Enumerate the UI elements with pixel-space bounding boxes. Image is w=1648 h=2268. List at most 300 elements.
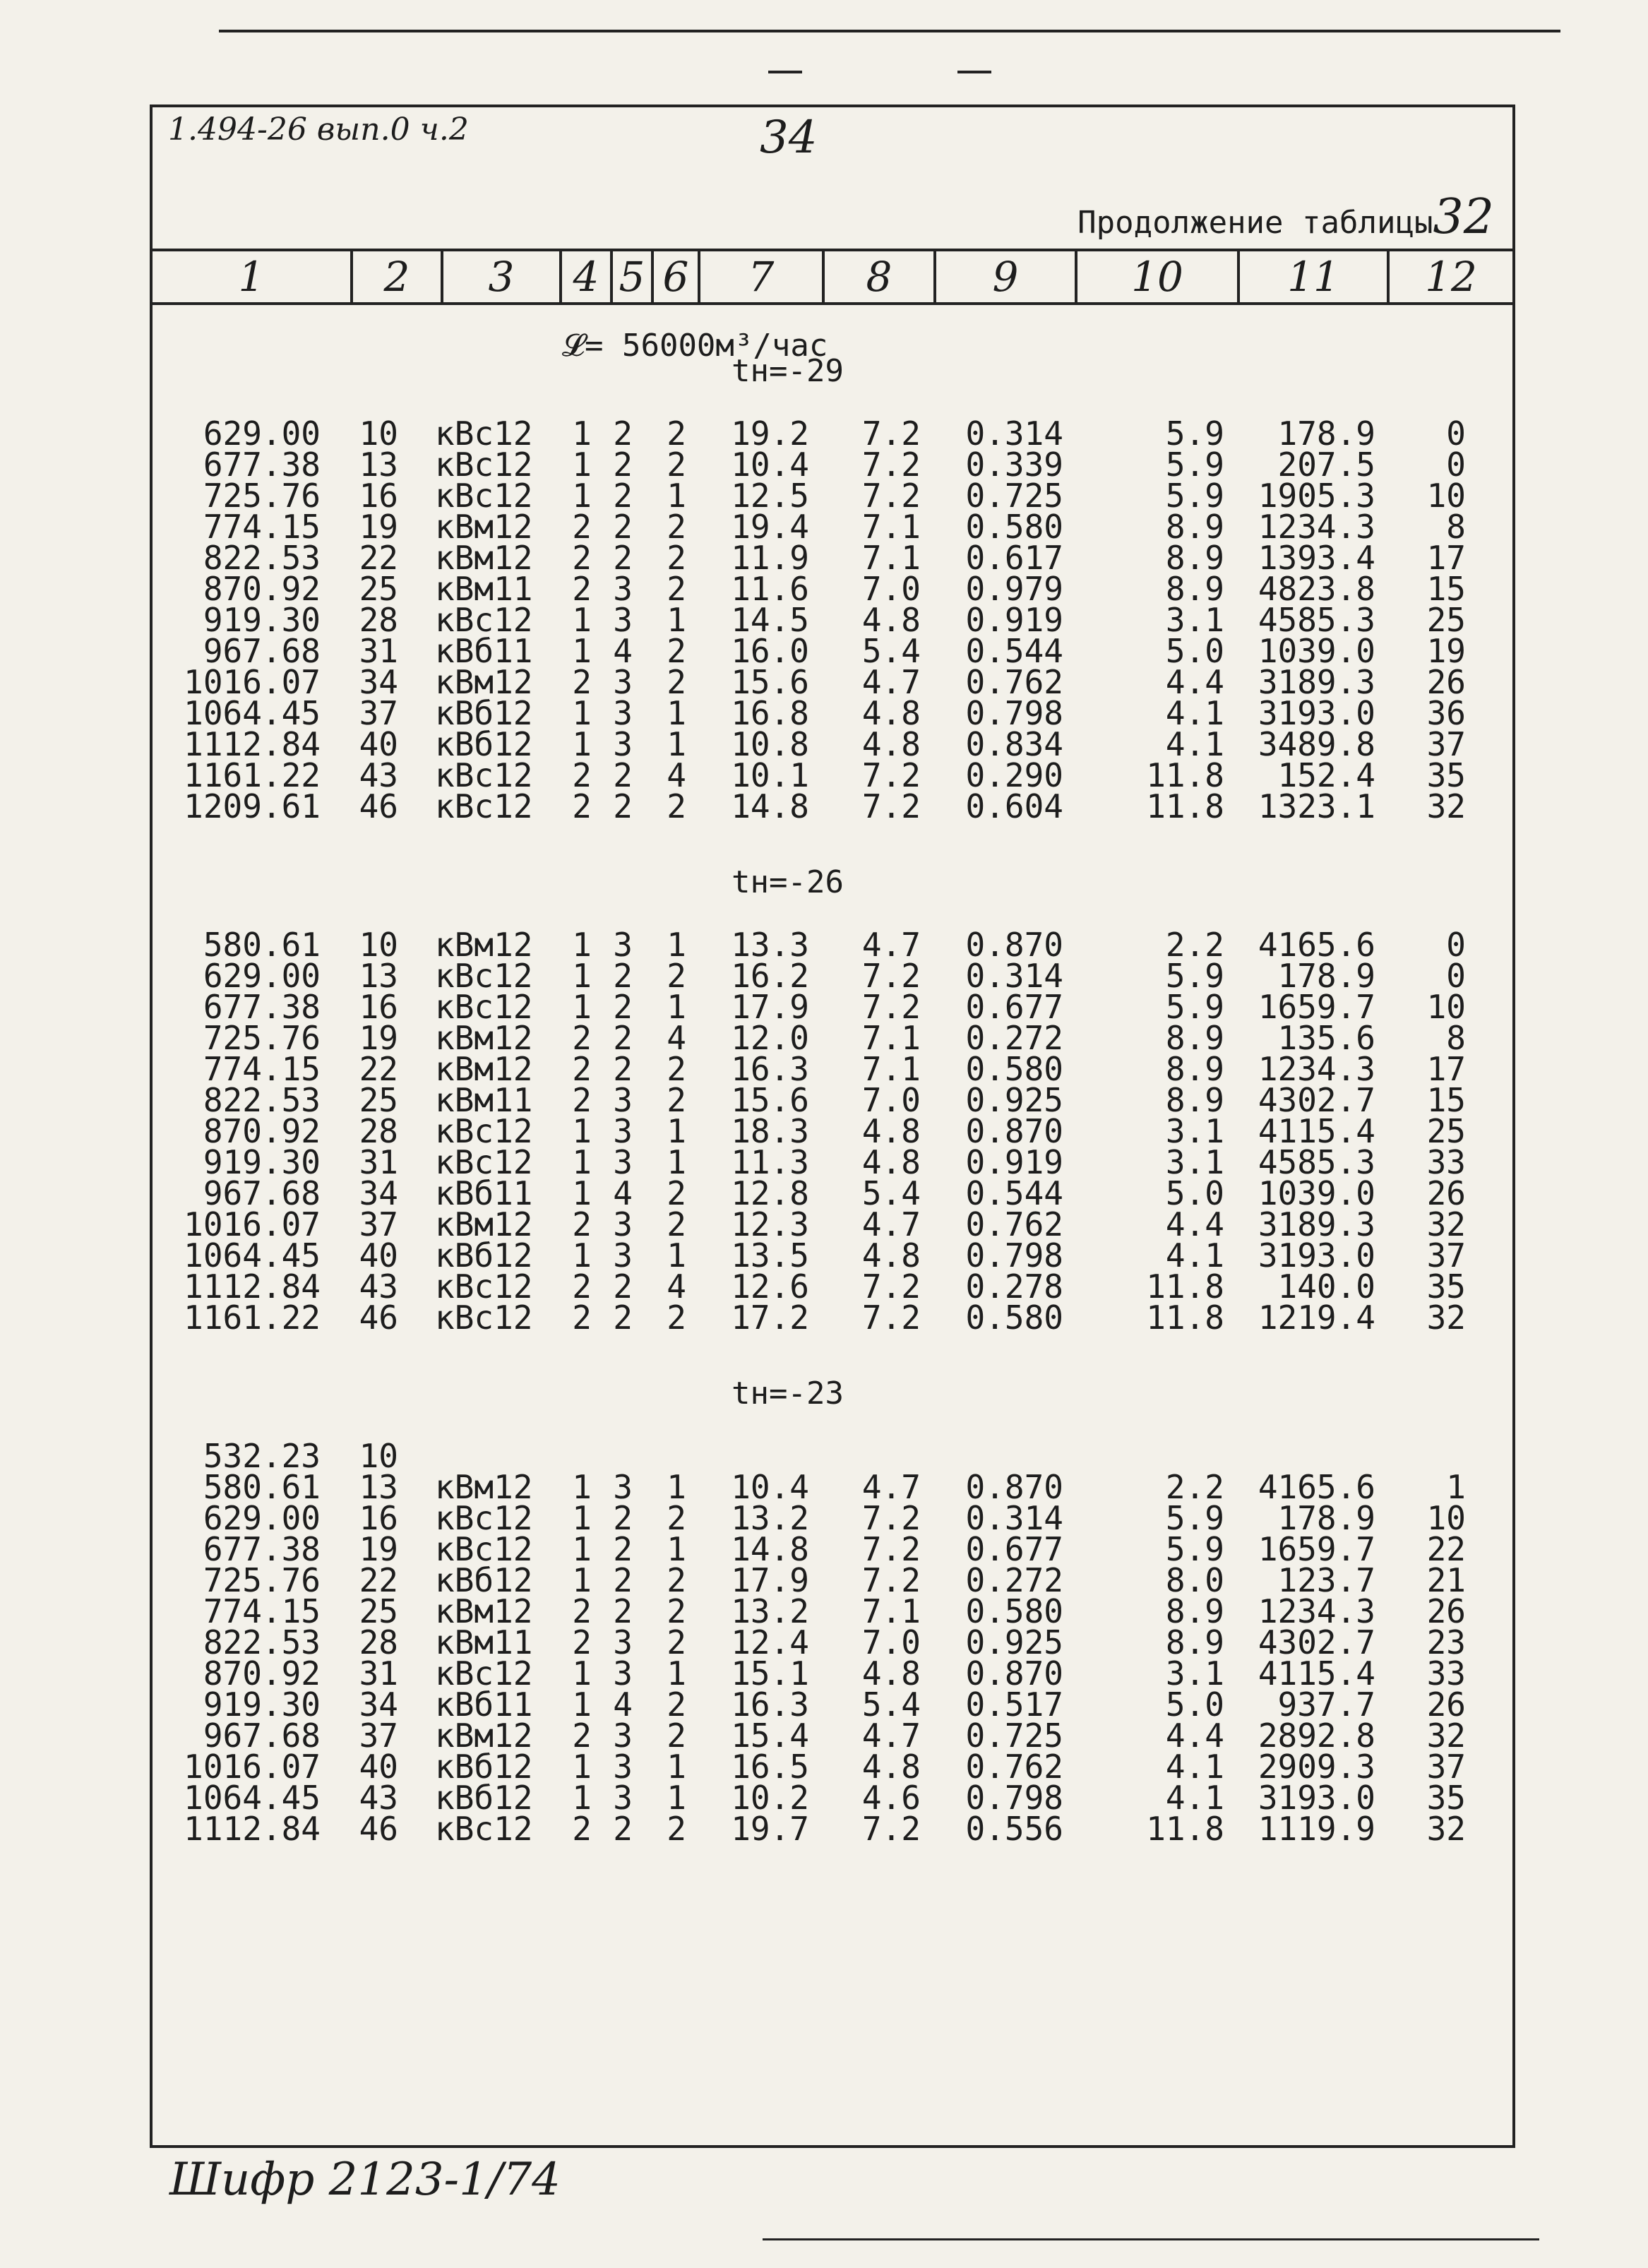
cell-c7: 11.3 bbox=[731, 1143, 809, 1181]
cell-c7: 16.0 bbox=[731, 632, 809, 670]
cell-unit-type: кВс12 bbox=[435, 1112, 533, 1150]
cell-length: 919.30 bbox=[203, 1143, 321, 1181]
table-row bbox=[153, 1081, 1512, 1119]
table-row bbox=[153, 1174, 1512, 1212]
cell-speed: 16 bbox=[359, 988, 398, 1026]
cell-length: 532.23 bbox=[203, 1437, 321, 1475]
cell-c11: 152.4 bbox=[1277, 756, 1375, 794]
cell-c8: 7.2 bbox=[861, 1561, 921, 1599]
cell-length: 1064.45 bbox=[184, 1236, 321, 1275]
cell-unit-type: кВб11 bbox=[435, 1174, 533, 1212]
cell-c11: 207.5 bbox=[1277, 446, 1375, 484]
cell-c5: 2 bbox=[613, 508, 633, 546]
cell-c9: 0.604 bbox=[965, 787, 1063, 825]
cell-c7: 11.6 bbox=[731, 570, 809, 608]
table-row bbox=[153, 1779, 1512, 1817]
table-row bbox=[153, 1437, 1512, 1475]
cell-speed: 34 bbox=[359, 1685, 398, 1724]
cell-c11: 4302.7 bbox=[1258, 1623, 1375, 1661]
cell-c5: 2 bbox=[613, 1019, 633, 1057]
section-temperature-label: tн=-26 bbox=[732, 864, 844, 900]
cell-length: 822.53 bbox=[203, 539, 321, 577]
cell-c7: 17.9 bbox=[731, 988, 809, 1026]
cell-c6: 2 bbox=[667, 1174, 686, 1212]
cell-speed: 43 bbox=[359, 1779, 398, 1817]
cell-c5: 2 bbox=[613, 1499, 633, 1537]
cell-c8: 7.0 bbox=[861, 570, 921, 608]
table-row bbox=[153, 1050, 1512, 1088]
cell-c7: 16.3 bbox=[731, 1050, 809, 1088]
cell-unit-type: кВб12 bbox=[435, 1236, 533, 1275]
continuation-text: Продолжение таблицы bbox=[1077, 205, 1433, 241]
cell-c6: 1 bbox=[667, 1530, 686, 1568]
cell-c4: 1 bbox=[572, 957, 592, 995]
cell-c11: 2909.3 bbox=[1258, 1748, 1375, 1786]
cell-c7: 10.8 bbox=[731, 725, 809, 763]
cell-c4: 1 bbox=[572, 1468, 592, 1506]
cell-c12: 26 bbox=[1426, 663, 1466, 701]
cell-c10: 2.2 bbox=[1165, 926, 1224, 964]
cell-c4: 1 bbox=[572, 1112, 592, 1150]
column-header-5: 5 bbox=[613, 251, 654, 302]
cell-unit-type: кВс12 bbox=[435, 601, 533, 639]
cell-c9: 0.725 bbox=[965, 477, 1063, 515]
cell-c12: 32 bbox=[1426, 1205, 1466, 1243]
cell-c12: 0 bbox=[1446, 957, 1466, 995]
cell-c4: 1 bbox=[572, 725, 592, 763]
cell-speed: 10 bbox=[359, 414, 398, 453]
cell-c8: 7.0 bbox=[861, 1623, 921, 1661]
cell-c9: 0.919 bbox=[965, 601, 1063, 639]
cell-c4: 2 bbox=[572, 1299, 592, 1337]
cell-c6: 1 bbox=[667, 1236, 686, 1275]
cell-c5: 2 bbox=[613, 988, 633, 1026]
cell-length: 677.38 bbox=[203, 988, 321, 1026]
cell-c10: 5.9 bbox=[1165, 477, 1224, 515]
cell-speed: 22 bbox=[359, 1050, 398, 1088]
cell-unit-type: кВс12 bbox=[435, 1299, 533, 1337]
cell-c12: 0 bbox=[1446, 414, 1466, 453]
cell-c11: 3193.0 bbox=[1258, 1779, 1375, 1817]
cell-c5: 3 bbox=[613, 926, 633, 964]
cell-c10: 4.1 bbox=[1165, 725, 1224, 763]
cell-c9: 0.979 bbox=[965, 570, 1063, 608]
cell-c6: 2 bbox=[667, 414, 686, 453]
cell-unit-type: кВм12 bbox=[435, 1592, 533, 1630]
cell-c9: 0.798 bbox=[965, 1779, 1063, 1817]
cell-speed: 16 bbox=[359, 477, 398, 515]
cell-unit-type: кВс12 bbox=[435, 1499, 533, 1537]
table-row bbox=[153, 1748, 1512, 1786]
cell-length: 1112.84 bbox=[184, 1810, 321, 1848]
cell-unit-type: кВм12 bbox=[435, 1717, 533, 1755]
cell-speed: 13 bbox=[359, 1468, 398, 1506]
cell-c8: 7.2 bbox=[861, 1267, 921, 1306]
cell-c11: 3193.0 bbox=[1258, 1236, 1375, 1275]
cell-unit-type: кВм12 bbox=[435, 926, 533, 964]
cell-c8: 4.7 bbox=[861, 926, 921, 964]
cell-length: 1064.45 bbox=[184, 694, 321, 732]
cell-c9: 0.314 bbox=[965, 957, 1063, 995]
cell-speed: 34 bbox=[359, 663, 398, 701]
cell-length: 967.68 bbox=[203, 632, 321, 670]
cell-unit-type: кВб12 bbox=[435, 694, 533, 732]
cell-length: 677.38 bbox=[203, 446, 321, 484]
cell-speed: 19 bbox=[359, 508, 398, 546]
cell-speed: 46 bbox=[359, 1299, 398, 1337]
cell-c12: 35 bbox=[1426, 1779, 1466, 1817]
cell-c6: 4 bbox=[667, 756, 686, 794]
cell-c12: 15 bbox=[1426, 1081, 1466, 1119]
cell-c9: 0.762 bbox=[965, 1205, 1063, 1243]
cell-c11: 4585.3 bbox=[1258, 1143, 1375, 1181]
table-row bbox=[153, 1236, 1512, 1275]
cell-c9: 0.870 bbox=[965, 1654, 1063, 1693]
cell-c4: 2 bbox=[572, 1019, 592, 1057]
cell-c6: 2 bbox=[667, 570, 686, 608]
cell-c4: 1 bbox=[572, 414, 592, 453]
cell-c7: 17.9 bbox=[731, 1561, 809, 1599]
table-row bbox=[153, 957, 1512, 995]
cell-unit-type: кВб12 bbox=[435, 1561, 533, 1599]
table-row bbox=[153, 1499, 1512, 1537]
cell-c6: 2 bbox=[667, 1810, 686, 1848]
cell-c9: 0.834 bbox=[965, 725, 1063, 763]
cell-unit-type: кВм11 bbox=[435, 1623, 533, 1661]
cell-c8: 7.2 bbox=[861, 1530, 921, 1568]
cell-c8: 5.4 bbox=[861, 1174, 921, 1212]
cell-c4: 1 bbox=[572, 601, 592, 639]
cell-c12: 10 bbox=[1426, 1499, 1466, 1537]
cell-c8: 5.4 bbox=[861, 1685, 921, 1724]
cell-speed: 13 bbox=[359, 446, 398, 484]
column-header-row bbox=[153, 249, 1512, 305]
cell-c9: 0.290 bbox=[965, 756, 1063, 794]
cell-c7: 10.4 bbox=[731, 1468, 809, 1506]
section-temperature-label: tн=-23 bbox=[732, 1375, 844, 1411]
cell-c6: 4 bbox=[667, 1267, 686, 1306]
cell-c10: 3.1 bbox=[1165, 1143, 1224, 1181]
cell-c10: 8.9 bbox=[1165, 539, 1224, 577]
cell-c11: 178.9 bbox=[1277, 414, 1375, 453]
cell-c4: 2 bbox=[572, 1267, 592, 1306]
cell-c12: 22 bbox=[1426, 1530, 1466, 1568]
cell-c7: 13.5 bbox=[731, 1236, 809, 1275]
cell-c9: 0.580 bbox=[965, 1050, 1063, 1088]
cell-c10: 4.1 bbox=[1165, 694, 1224, 732]
cell-speed: 37 bbox=[359, 1717, 398, 1755]
cell-length: 1112.84 bbox=[184, 725, 321, 763]
cell-unit-type: кВс12 bbox=[435, 787, 533, 825]
cell-c4: 2 bbox=[572, 1592, 592, 1630]
cell-c12: 32 bbox=[1426, 1299, 1466, 1337]
cell-unit-type: кВс12 bbox=[435, 957, 533, 995]
cell-length: 870.92 bbox=[203, 570, 321, 608]
cell-length: 774.15 bbox=[203, 508, 321, 546]
cell-c7: 16.8 bbox=[731, 694, 809, 732]
cell-c8: 4.8 bbox=[861, 725, 921, 763]
cell-length: 967.68 bbox=[203, 1717, 321, 1755]
cell-c8: 7.2 bbox=[861, 1299, 921, 1337]
cell-unit-type: кВс12 bbox=[435, 477, 533, 515]
table-row bbox=[153, 694, 1512, 732]
cell-c6: 1 bbox=[667, 926, 686, 964]
cell-speed: 13 bbox=[359, 957, 398, 995]
cell-c4: 1 bbox=[572, 1779, 592, 1817]
cell-c7: 13.2 bbox=[731, 1499, 809, 1537]
top-dash-right bbox=[957, 71, 991, 73]
cell-c7: 13.2 bbox=[731, 1592, 809, 1630]
cipher-signature: Шифр 2123-1/74 bbox=[169, 2154, 561, 2206]
cell-unit-type: кВм12 bbox=[435, 1019, 533, 1057]
cell-c8: 4.7 bbox=[861, 1717, 921, 1755]
cell-length: 919.30 bbox=[203, 1685, 321, 1724]
cell-c10: 8.9 bbox=[1165, 1050, 1224, 1088]
cell-c4: 2 bbox=[572, 1081, 592, 1119]
table-row bbox=[153, 601, 1512, 639]
cell-length: 1064.45 bbox=[184, 1779, 321, 1817]
cell-c11: 2892.8 bbox=[1258, 1717, 1375, 1755]
cell-c9: 0.762 bbox=[965, 1748, 1063, 1786]
cell-c12: 23 bbox=[1426, 1623, 1466, 1661]
cell-c9: 0.556 bbox=[965, 1810, 1063, 1848]
cell-c4: 2 bbox=[572, 1810, 592, 1848]
cell-c11: 4165.6 bbox=[1258, 1468, 1375, 1506]
cell-c6: 1 bbox=[667, 1112, 686, 1150]
cell-c8: 4.6 bbox=[861, 1779, 921, 1817]
cell-c11: 1393.4 bbox=[1258, 539, 1375, 577]
table-number: 32 bbox=[1433, 189, 1494, 245]
cell-speed: 46 bbox=[359, 787, 398, 825]
cell-c8: 4.8 bbox=[861, 1654, 921, 1693]
cell-c12: 37 bbox=[1426, 1748, 1466, 1786]
cell-c8: 7.2 bbox=[861, 756, 921, 794]
cell-unit-type: кВс12 bbox=[435, 1654, 533, 1693]
cell-length: 919.30 bbox=[203, 601, 321, 639]
cell-c7: 15.6 bbox=[731, 663, 809, 701]
cell-c7: 19.4 bbox=[731, 508, 809, 546]
cell-c9: 0.617 bbox=[965, 539, 1063, 577]
cell-c12: 36 bbox=[1426, 694, 1466, 732]
cell-c6: 2 bbox=[667, 1081, 686, 1119]
cell-c10: 8.9 bbox=[1165, 1019, 1224, 1057]
cell-c6: 1 bbox=[667, 477, 686, 515]
cell-c10: 8.0 bbox=[1165, 1561, 1224, 1599]
cell-c5: 3 bbox=[613, 1654, 633, 1693]
cell-c7: 14.8 bbox=[731, 1530, 809, 1568]
cell-c7: 16.2 bbox=[731, 957, 809, 995]
cell-c5: 3 bbox=[613, 725, 633, 763]
cell-c4: 1 bbox=[572, 446, 592, 484]
cell-c10: 4.4 bbox=[1165, 1205, 1224, 1243]
table-row bbox=[153, 1019, 1512, 1057]
cell-speed: 31 bbox=[359, 1654, 398, 1693]
cell-c12: 32 bbox=[1426, 1810, 1466, 1848]
cell-c5: 3 bbox=[613, 1717, 633, 1755]
column-header-10: 10 bbox=[1077, 251, 1240, 302]
cell-c9: 0.798 bbox=[965, 1236, 1063, 1275]
cell-c5: 3 bbox=[613, 1112, 633, 1150]
cell-c10: 11.8 bbox=[1146, 756, 1224, 794]
table-row bbox=[153, 570, 1512, 608]
cell-c11: 1323.1 bbox=[1258, 787, 1375, 825]
cell-c5: 2 bbox=[613, 446, 633, 484]
cell-speed: 43 bbox=[359, 756, 398, 794]
cell-length: 1161.22 bbox=[184, 756, 321, 794]
column-header-12: 12 bbox=[1425, 253, 1477, 301]
cell-c7: 11.9 bbox=[731, 539, 809, 577]
cell-c10: 5.0 bbox=[1165, 632, 1224, 670]
cell-c5: 3 bbox=[613, 1205, 633, 1243]
cell-c4: 1 bbox=[572, 632, 592, 670]
cell-c4: 1 bbox=[572, 1143, 592, 1181]
cell-speed: 19 bbox=[359, 1530, 398, 1568]
cell-c7: 12.0 bbox=[731, 1019, 809, 1057]
cell-c4: 2 bbox=[572, 756, 592, 794]
cell-c12: 25 bbox=[1426, 601, 1466, 639]
cell-c12: 17 bbox=[1426, 539, 1466, 577]
cell-c6: 1 bbox=[667, 601, 686, 639]
cell-c5: 2 bbox=[613, 477, 633, 515]
cell-unit-type: кВб12 bbox=[435, 725, 533, 763]
cell-c9: 0.272 bbox=[965, 1561, 1063, 1599]
cell-unit-type: кВм12 bbox=[435, 539, 533, 577]
cell-speed: 10 bbox=[359, 926, 398, 964]
document-frame bbox=[150, 105, 1515, 2148]
cell-speed: 28 bbox=[359, 1112, 398, 1150]
cell-c4: 1 bbox=[572, 1530, 592, 1568]
cell-c9: 0.725 bbox=[965, 1717, 1063, 1755]
cell-c7: 10.2 bbox=[731, 1779, 809, 1817]
cell-c6: 1 bbox=[667, 1654, 686, 1693]
cell-c9: 0.798 bbox=[965, 694, 1063, 732]
cell-c10: 11.8 bbox=[1146, 787, 1224, 825]
cell-c5: 2 bbox=[613, 756, 633, 794]
table-row bbox=[153, 1623, 1512, 1661]
cell-length: 967.68 bbox=[203, 1174, 321, 1212]
cell-speed: 25 bbox=[359, 1592, 398, 1630]
cell-c6: 1 bbox=[667, 725, 686, 763]
cell-c4: 2 bbox=[572, 1623, 592, 1661]
cell-unit-type: кВм11 bbox=[435, 570, 533, 608]
cell-c12: 26 bbox=[1426, 1685, 1466, 1724]
cell-c9: 0.314 bbox=[965, 1499, 1063, 1537]
cell-c6: 2 bbox=[667, 1050, 686, 1088]
cell-c9: 0.580 bbox=[965, 1592, 1063, 1630]
column-header-11: 11 bbox=[1240, 251, 1390, 302]
cell-speed: 31 bbox=[359, 632, 398, 670]
cell-c11: 1905.3 bbox=[1258, 477, 1375, 515]
cell-c8: 7.1 bbox=[861, 1592, 921, 1630]
cell-c5: 3 bbox=[613, 694, 633, 732]
cell-c6: 2 bbox=[667, 1623, 686, 1661]
cell-c4: 1 bbox=[572, 1174, 592, 1212]
cell-c7: 19.2 bbox=[731, 414, 809, 453]
cell-length: 580.61 bbox=[203, 1468, 321, 1506]
cell-c6: 2 bbox=[667, 1499, 686, 1537]
cell-c9: 0.314 bbox=[965, 414, 1063, 453]
cell-c11: 178.9 bbox=[1277, 1499, 1375, 1537]
cell-c11: 3189.3 bbox=[1258, 1205, 1375, 1243]
cell-c6: 1 bbox=[667, 1143, 686, 1181]
cell-c12: 0 bbox=[1446, 926, 1466, 964]
cell-unit-type: кВс12 bbox=[435, 756, 533, 794]
cell-c8: 4.8 bbox=[861, 1143, 921, 1181]
column-header-8: 8 bbox=[825, 251, 936, 302]
cell-c7: 12.6 bbox=[731, 1267, 809, 1306]
cell-c8: 4.7 bbox=[861, 1468, 921, 1506]
cell-c8: 4.8 bbox=[861, 1112, 921, 1150]
cell-c8: 7.1 bbox=[861, 539, 921, 577]
cell-c7: 19.7 bbox=[731, 1810, 809, 1848]
cell-c11: 1234.3 bbox=[1258, 1592, 1375, 1630]
column-header-6: 6 bbox=[654, 251, 700, 302]
cell-length: 725.76 bbox=[203, 1019, 321, 1057]
cell-c11: 1119.9 bbox=[1258, 1810, 1375, 1848]
cell-c7: 12.4 bbox=[731, 1623, 809, 1661]
cell-c5: 2 bbox=[613, 1530, 633, 1568]
cell-c4: 1 bbox=[572, 1685, 592, 1724]
column-header-3: 3 bbox=[443, 251, 562, 302]
cell-c4: 2 bbox=[572, 1717, 592, 1755]
cell-c9: 0.677 bbox=[965, 988, 1063, 1026]
cell-unit-type: кВс12 bbox=[435, 1143, 533, 1181]
cell-c6: 2 bbox=[667, 508, 686, 546]
cell-c8: 4.8 bbox=[861, 1236, 921, 1275]
table-row bbox=[153, 1143, 1512, 1181]
cell-c9: 0.925 bbox=[965, 1623, 1063, 1661]
cell-c9: 0.677 bbox=[965, 1530, 1063, 1568]
cell-c12: 0 bbox=[1446, 446, 1466, 484]
cell-c9: 0.925 bbox=[965, 1081, 1063, 1119]
cell-c11: 4115.4 bbox=[1258, 1654, 1375, 1693]
cell-c6: 2 bbox=[667, 663, 686, 701]
cell-c5: 2 bbox=[613, 539, 633, 577]
cell-c4: 1 bbox=[572, 1236, 592, 1275]
cell-c5: 2 bbox=[613, 957, 633, 995]
cell-c10: 8.9 bbox=[1165, 570, 1224, 608]
cell-c10: 11.8 bbox=[1146, 1267, 1224, 1306]
cell-length: 1016.07 bbox=[184, 1205, 321, 1243]
table-row bbox=[153, 725, 1512, 763]
cell-c12: 17 bbox=[1426, 1050, 1466, 1088]
cell-c10: 5.9 bbox=[1165, 414, 1224, 453]
table-row bbox=[153, 926, 1512, 964]
cell-c6: 2 bbox=[667, 539, 686, 577]
table-row bbox=[153, 1468, 1512, 1506]
cell-length: 629.00 bbox=[203, 414, 321, 453]
cell-unit-type: кВм12 bbox=[435, 508, 533, 546]
cell-c8: 7.1 bbox=[861, 1050, 921, 1088]
table-row bbox=[153, 1112, 1512, 1150]
cell-c10: 8.9 bbox=[1165, 1081, 1224, 1119]
cell-speed: 19 bbox=[359, 1019, 398, 1057]
cell-length: 725.76 bbox=[203, 477, 321, 515]
table-row bbox=[153, 632, 1512, 670]
table-row bbox=[153, 1561, 1512, 1599]
cell-c4: 1 bbox=[572, 477, 592, 515]
cell-c6: 2 bbox=[667, 1299, 686, 1337]
column-header-1: 1 bbox=[153, 251, 353, 302]
table-row bbox=[153, 1717, 1512, 1755]
table-row bbox=[153, 477, 1512, 515]
flow-rate-label: 𝓛= 56000м³/час bbox=[562, 328, 828, 364]
table-row bbox=[153, 787, 1512, 825]
cell-c5: 3 bbox=[613, 1236, 633, 1275]
cell-c12: 26 bbox=[1426, 1592, 1466, 1630]
cell-c9: 0.339 bbox=[965, 446, 1063, 484]
cell-c4: 2 bbox=[572, 1205, 592, 1243]
